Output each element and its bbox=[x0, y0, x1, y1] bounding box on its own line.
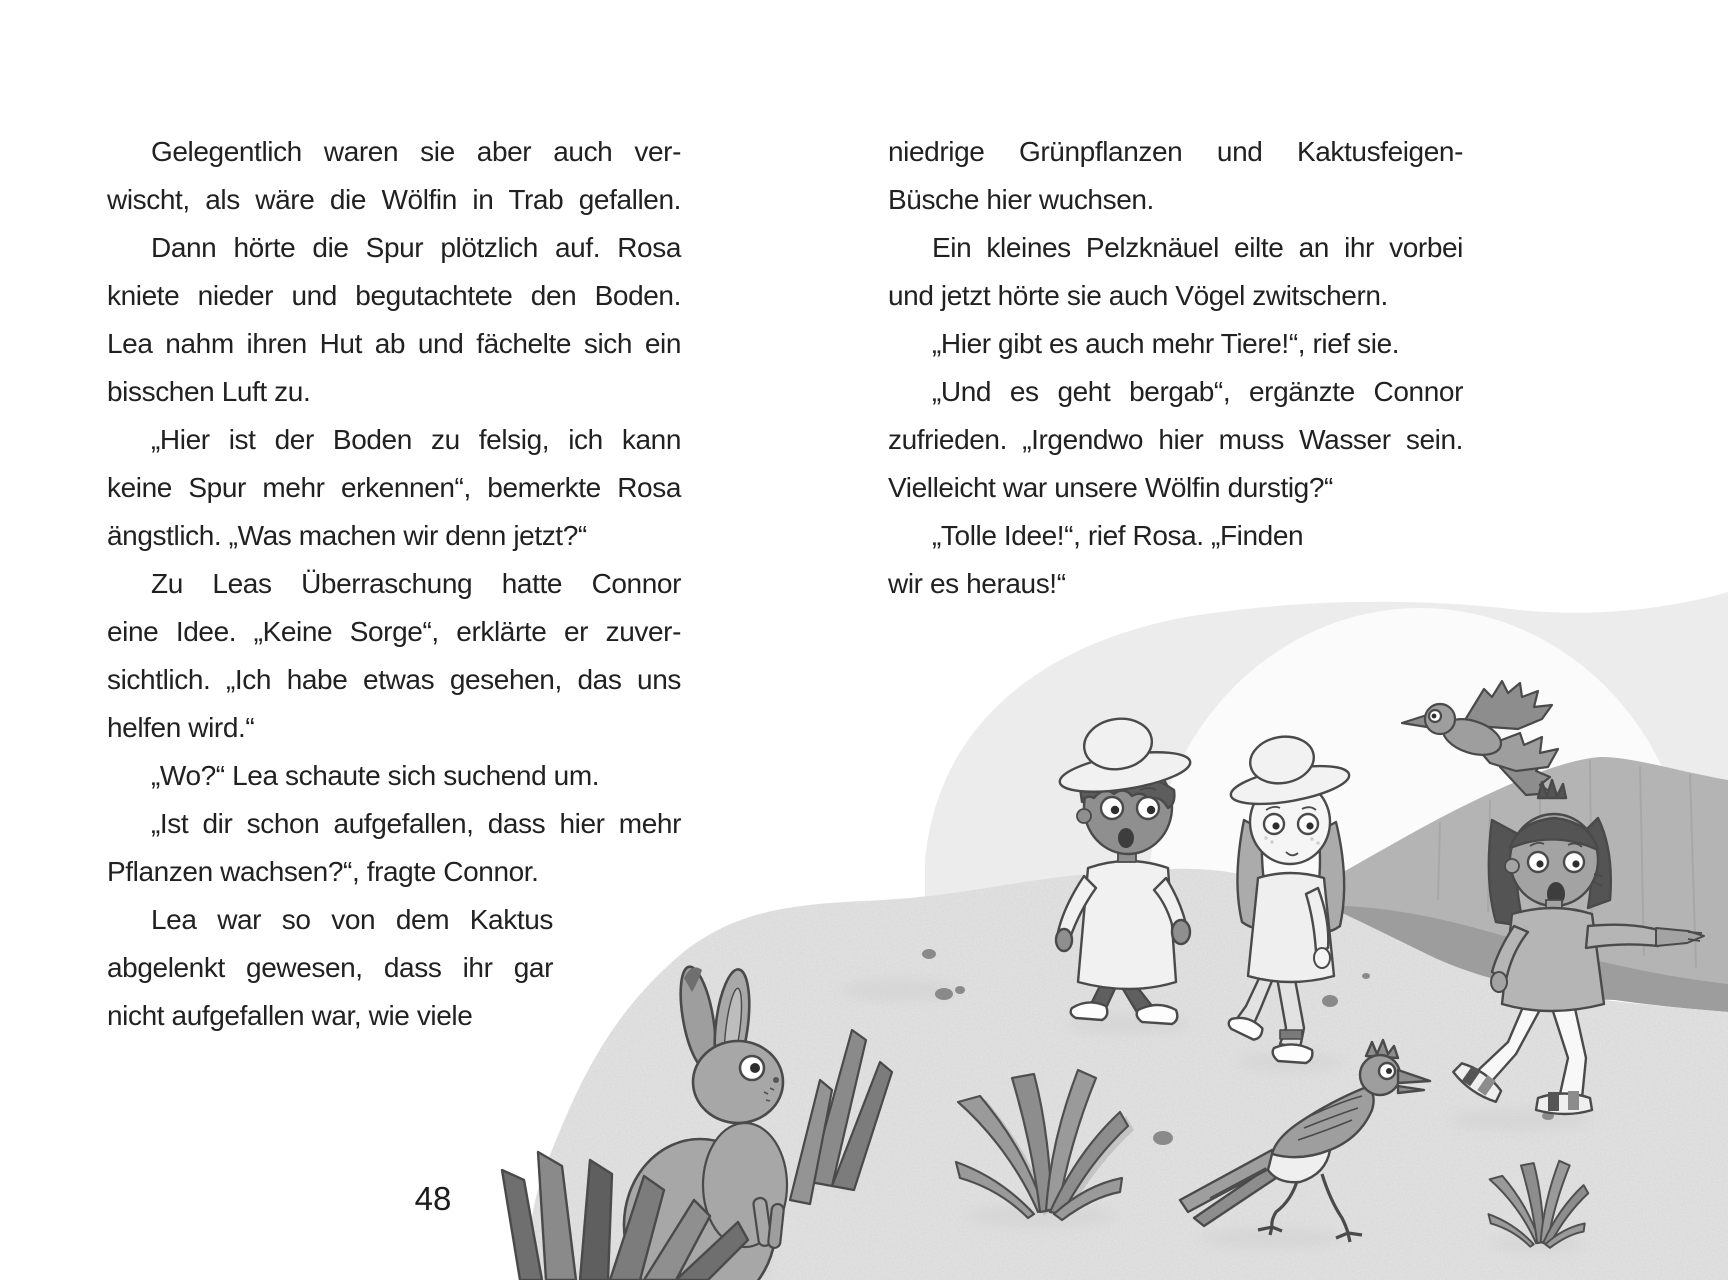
text-line: „Tolle Idee!“, rief Rosa. „Finden bbox=[932, 520, 1304, 551]
text-line: eine Idee. „Keine Sorge“, erklärte er zuver- bbox=[107, 616, 681, 647]
text-line: Lea war so von dem Kaktus bbox=[151, 904, 553, 935]
text-line: helfen wird.“ bbox=[107, 712, 255, 743]
text-line: „Hier ist der Boden zu felsig, ich kann bbox=[151, 424, 681, 455]
text-line: Pflanzen wachsen?“, fragte Connor. bbox=[107, 856, 539, 887]
text-line: Zu Leas Überraschung hatte Connor bbox=[151, 568, 681, 599]
text-line: wir es heraus!“ bbox=[888, 568, 1066, 599]
text-line: und jetzt hörte sie auch Vögel zwitschern. bbox=[888, 280, 1388, 311]
text-line: „Wo?“ Lea schaute sich suchend um. bbox=[151, 760, 600, 791]
text-line: „Und es geht bergab“, ergänzte Connor bbox=[932, 376, 1463, 407]
text-line: Büsche hier wuchsen. bbox=[888, 184, 1154, 215]
text-line: abgelenkt gewesen, dass ihr gar bbox=[107, 952, 553, 983]
text-line: ängstlich. „Was machen wir denn jetzt?“ bbox=[107, 520, 587, 551]
text-line: nicht aufgefallen war, wie viele bbox=[107, 1000, 473, 1031]
text-line: Dann hörte die Spur plötzlich auf. Rosa bbox=[151, 232, 681, 263]
text-line: Gelegentlich waren sie aber auch ver- bbox=[151, 136, 681, 167]
text-line: Ein kleines Pelzknäuel eilte an ihr vorbei bbox=[932, 232, 1463, 263]
illustration bbox=[480, 560, 1728, 1280]
text-line: niedrige Grünpflanzen und Kaktusfeigen- bbox=[888, 136, 1463, 167]
text-line: sichtlich. „Ich habe etwas gesehen, das uns bbox=[107, 664, 681, 695]
right-text-column bbox=[888, 128, 1463, 608]
text-line: „Hier gibt es auch mehr Tiere!“, rief sie. bbox=[932, 328, 1400, 359]
text-line: „Ist dir schon aufgefallen, dass hier mehr bbox=[151, 808, 681, 839]
text-line: kniete nieder und begutachtete den Boden. bbox=[107, 280, 681, 311]
text-line: wischt, als wäre die Wölfin in Trab gefallen. bbox=[107, 184, 681, 215]
text-line: bisschen Luft zu. bbox=[107, 376, 311, 407]
text-line: Lea nahm ihren Hut ab und fächelte sich ein bbox=[107, 328, 681, 359]
text-line: zufrieden. „Irgendwo hier muss Wasser sein. bbox=[888, 424, 1463, 455]
text-line: keine Spur mehr erkennen“, bemerkte Rosa bbox=[107, 472, 681, 503]
text-line: Vielleicht war unsere Wölfin durstig?“ bbox=[888, 472, 1333, 503]
page-number: 48 bbox=[414, 1180, 452, 1217]
